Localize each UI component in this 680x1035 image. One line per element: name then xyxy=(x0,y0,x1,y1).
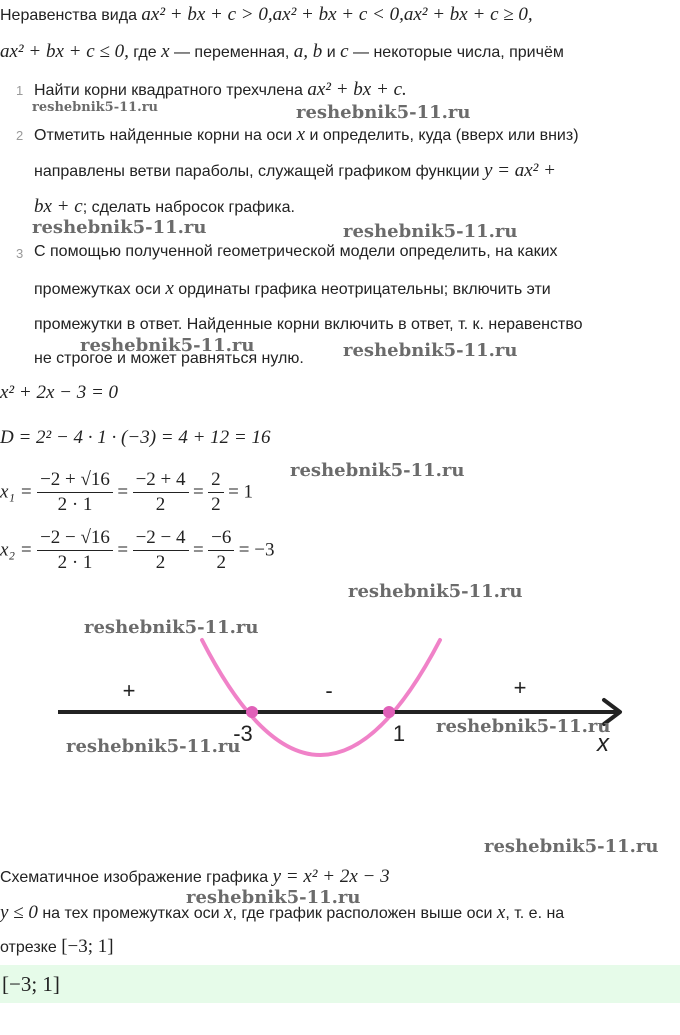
watermark: reshebnik5-11.ru xyxy=(348,581,523,602)
inequality-gt: ax² + bx + c > 0, xyxy=(141,4,273,25)
sign-left: + xyxy=(122,678,136,703)
intro-and: и xyxy=(322,44,341,61)
sign-middle: - xyxy=(325,678,333,703)
conclusion-text-c: , т. е. на xyxy=(505,905,565,922)
x2-label: x₂ = xyxy=(0,539,33,561)
intro-suffix: — некоторые числа, причём xyxy=(348,44,564,61)
x1-f2-den: 2 xyxy=(155,494,166,515)
step-2-line-3 xyxy=(34,196,295,218)
x1-label: x₁ = xyxy=(0,481,33,503)
root-x2 xyxy=(0,526,274,575)
step-2-func-cont: bx + c xyxy=(34,196,83,217)
x2-result: = −3 xyxy=(238,539,275,561)
coef-c: c xyxy=(340,41,349,62)
step-3-line-3: промежутки в ответ. Найденные корни включить в ответ, т. к. неравенство xyxy=(34,316,583,333)
step-2-number: 2 xyxy=(16,128,24,143)
x2-fraction-3 xyxy=(208,526,234,575)
step-2-line-1 xyxy=(34,124,579,146)
root-x1 xyxy=(0,468,253,517)
step-3-text-a: промежутках оси xyxy=(34,281,166,298)
x2-f2-den: 2 xyxy=(155,552,166,573)
graph-caption xyxy=(0,866,390,888)
x1-result: = 1 xyxy=(228,481,254,503)
x1-f1-num: −2 + √16 xyxy=(37,468,113,493)
watermark: reshebnik5-11.ru xyxy=(84,617,259,638)
step-3-line-1: С помощью полученной геометрической модели определить, на каких xyxy=(34,243,558,260)
inequality-ge: ax² + bx + c ≥ 0, xyxy=(403,4,533,25)
step-3-number: 3 xyxy=(16,246,24,261)
step-1-label: Найти корни квадратного трехчлена xyxy=(34,82,308,99)
conclusion-text-a: на тех промежутках оси xyxy=(37,905,225,922)
watermark: reshebnik5-11.ru xyxy=(32,217,207,238)
x1-f1-den: 2 · 1 xyxy=(57,494,93,515)
step-2-text-b: и определить, куда (вверх или вниз) xyxy=(305,127,579,144)
step-3-line-2 xyxy=(34,278,551,300)
x1-fraction-3 xyxy=(208,468,224,517)
var-x: x xyxy=(161,41,170,62)
x1-fraction-2 xyxy=(133,468,189,517)
conclusion-segment-text: отрезке xyxy=(0,939,62,956)
x1-f3-num: 2 xyxy=(208,468,224,493)
x2-f3-den: 2 xyxy=(216,552,226,573)
step-3-text-b: ординаты графика неотрицательны; включить эти xyxy=(173,281,551,298)
x2-f1-den: 2 · 1 xyxy=(57,552,93,573)
step-2-x: x xyxy=(296,124,306,145)
x1-fraction-1 xyxy=(37,468,113,517)
x1-eq-1: = xyxy=(117,481,129,503)
x-axis-label: x xyxy=(597,730,609,757)
discriminant: D = 2² − 4 · 1 · (−3) = 4 + 12 = 16 xyxy=(0,427,271,448)
watermark: reshebnik5-11.ru xyxy=(343,340,518,361)
intro-prefix: Неравенства вида xyxy=(0,7,142,24)
intro-line-2 xyxy=(0,41,564,63)
step-3-x: x xyxy=(165,278,174,299)
root-left-label: -3 xyxy=(233,721,253,746)
conclusion-math: y ≤ 0 xyxy=(0,902,38,923)
watermark: reshebnik5-11.ru xyxy=(296,102,471,123)
quadratic-equation: x² + 2x − 3 = 0 xyxy=(0,382,119,403)
x2-f3-num: −6 xyxy=(208,526,234,551)
watermark: reshebnik5-11.ru xyxy=(66,736,241,757)
conclusion-line-2 xyxy=(0,936,114,958)
conclusion-text-b: , где график расположен выше оси xyxy=(232,905,497,922)
watermark: reshebnik5-11.ru xyxy=(484,836,659,857)
intro-var-text: — переменная, xyxy=(169,44,294,61)
x2-f2-num: −2 − 4 xyxy=(133,526,189,551)
x2-eq-2: = xyxy=(192,539,204,561)
answer-box xyxy=(0,965,680,1003)
step-2-func: y = ax² + xyxy=(483,160,556,181)
x2-fraction-2 xyxy=(133,526,189,575)
intro-where: где xyxy=(128,44,162,61)
step-2-text-c: направлены ветви параболы, служащей графиком функции xyxy=(34,163,484,180)
step-2-text-a: Отметить найденные корни на оси xyxy=(34,127,297,144)
watermark: reshebnik5-11.ru xyxy=(32,100,159,115)
step-1-math: ax² + bx + c. xyxy=(307,79,407,100)
watermark: reshebnik5-11.ru xyxy=(186,887,361,908)
step-2-text-d: ; сделать набросок графика. xyxy=(82,199,295,216)
watermark: reshebnik5-11.ru xyxy=(436,716,611,737)
inequality-le: ax² + bx + c ≤ 0, xyxy=(0,41,129,62)
conclusion-x2: x xyxy=(496,902,506,923)
x2-eq-1: = xyxy=(117,539,129,561)
watermark: reshebnik5-11.ru xyxy=(80,335,255,356)
step-2-line-2 xyxy=(34,160,556,182)
intro-line-1 xyxy=(0,4,533,26)
root-left-point xyxy=(246,706,258,718)
x1-f2-num: −2 + 4 xyxy=(133,468,189,493)
coeffs-ab: a, b xyxy=(293,41,323,62)
inequality-lt: ax² + bx + c < 0, xyxy=(272,4,404,25)
root-right-point xyxy=(383,706,395,718)
caption-math: y = x² + 2x − 3 xyxy=(272,866,390,887)
conclusion-segment: [−3; 1] xyxy=(61,936,114,957)
x1-f3-den: 2 xyxy=(211,494,221,515)
conclusion-x1: x xyxy=(224,902,233,923)
caption-text: Схематичное изображение графика xyxy=(0,869,273,886)
x1-eq-2: = xyxy=(192,481,204,503)
x2-fraction-1 xyxy=(37,526,113,575)
watermark: reshebnik5-11.ru xyxy=(343,221,518,242)
root-right-label: 1 xyxy=(392,721,406,746)
watermark: reshebnik5-11.ru xyxy=(290,460,465,481)
step-3-line-4: не строгое и может равняться нулю. xyxy=(34,350,304,367)
step-1-text xyxy=(34,79,407,101)
sign-right: + xyxy=(513,675,527,700)
answer-value: [−3; 1] xyxy=(2,972,60,996)
step-1-number: 1 xyxy=(16,83,24,98)
x2-f1-num: −2 − √16 xyxy=(37,526,113,551)
